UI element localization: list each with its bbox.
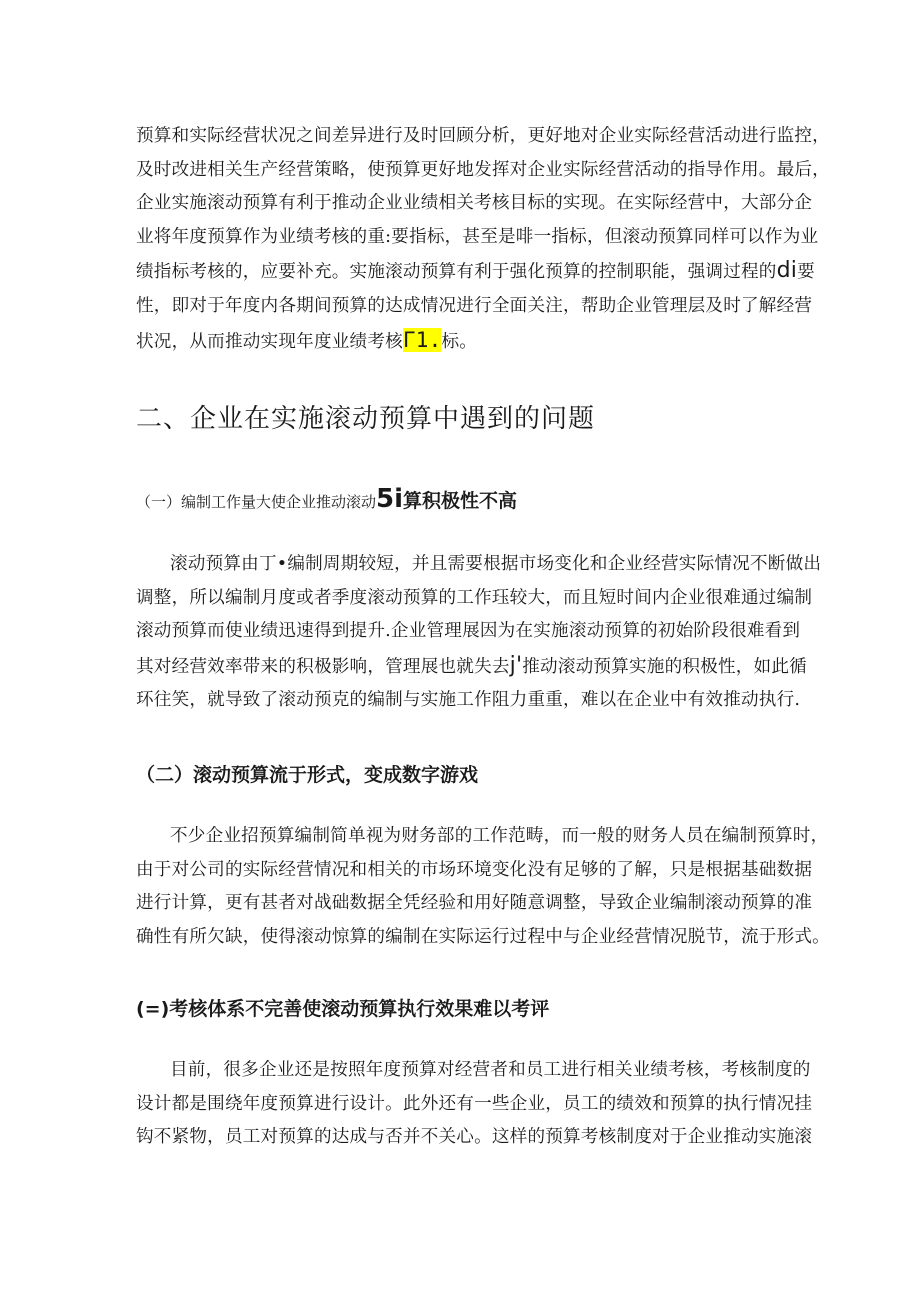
paragraph-line: 进行计算，更有甚者对战础数据全凭经验和用好随意调整，导致企业编制滚动预算的准: [136, 893, 813, 914]
subsection-3-paragraph: [136, 1054, 813, 1155]
intro-paragraph: [136, 120, 830, 359]
paragraph-line: 确性有所欠缺，使得滚动惊算的编制在实际运行过程中与企业经营情况脱节，流于形式。: [136, 926, 830, 947]
highlighted-text: Γ1.: [402, 327, 442, 352]
paragraph-line: 滚动预算而使业绩迅速得到提升.企业管理展因为在实施滚动预算的初始阶段很难看到: [136, 621, 801, 642]
paragraph-line: 不少企业招预算编制简单视为财务部的工作范畴，而一般的财务人员在编制预算时，: [170, 826, 829, 846]
paragraph-line: 由于对公司的实际经营情况和相关的市场环境变化没有足够的了解，只是根据基础数据: [136, 859, 813, 880]
subsection-heading-3: (=)考核体系不完善使滚动预算执行效果难以考评: [136, 998, 550, 1020]
heading-prefix: （一）编制工作量大使企业推动滚动: [136, 493, 377, 511]
paragraph-line: [136, 324, 796, 360]
inline-latin-text: j': [509, 652, 523, 678]
paragraph-line: 目前，很多企业还是按照年度预算对经营者和员工进行相关业绩考核，考核制度的: [170, 1060, 811, 1080]
subsection-1-paragraph: [136, 548, 822, 718]
line-text: 状况，从而推动实现年度业绩考核: [136, 331, 403, 352]
paragraph-line: 设计都是围绕年度预算进行设计。此外还有一些企业，员工的绩效和预算的执行情况挂: [136, 1093, 813, 1114]
paragraph-line: [136, 649, 807, 685]
subsection-heading-2: （二）滚动预算流于形式，变成数字游戏: [136, 764, 479, 786]
paragraph-line: 业将年度预算作为业绩考核的重:要指标，甚至是啡一指标，但滚动预算同样可以作为业: [136, 226, 819, 247]
paragraph-line: 钩不紧物，员工对预算的达成与否并不关心。这样的预算考核制度对于企业推动实施滚: [136, 1127, 813, 1148]
paragraph-line: 环往笑，就导致了滚动预克的编制与实施工作阻力重重，难以在企业中有效推动执行.: [136, 690, 801, 711]
line-text: 推动滚动预算实施的积极性，如此循: [522, 656, 807, 677]
inline-latin-text: 5i: [376, 484, 404, 514]
line-text: 绩指标考核的，应要补充。实施滚动预算有利于强化预算的控制职能，强调过程的: [136, 262, 777, 283]
paragraph-line: 滚动预算由丁•编制周期较短，并且需要根据市场变化和企业经营实际情况不断做出: [170, 554, 822, 574]
paragraph-line: 及时改进相关生产经营策略，使预算更好地发挥对企业实际经营活动的指导作用。最后，: [136, 159, 830, 180]
paragraph-line: 调整，所以编制月度或者季度滚动预算的工作珏较大，而且短时间内企业很难通过编制: [136, 587, 813, 608]
heading-suffix: 算积极性不高: [403, 490, 518, 512]
section-heading: 二、企业在实施滚动预算中遇到的问题: [136, 404, 596, 434]
subsection-2-paragraph: [136, 820, 830, 954]
line-text: 标。: [441, 331, 478, 352]
subsection-heading-1: [136, 484, 517, 517]
line-text: 其对经营效率带来的积极影响，管理展也就失去: [136, 656, 510, 677]
line-text: 要: [797, 262, 815, 283]
paragraph-line: 企业实施滚动预算有利于推动企业业绩相关考核目标的实现。在实际经营中，大部分企: [136, 193, 813, 214]
inline-latin-text: di: [776, 258, 798, 284]
paragraph-line: 预算和实际经营状况之间差异进行及时回顾分析，更好地对企业实际经营活动进行监控，: [136, 126, 830, 146]
paragraph-line: [136, 254, 815, 290]
paragraph-line: 性，即对于年度内各期间预算的达成情况进行全面关注，帮助企业管理层及时了解经营: [136, 295, 813, 316]
